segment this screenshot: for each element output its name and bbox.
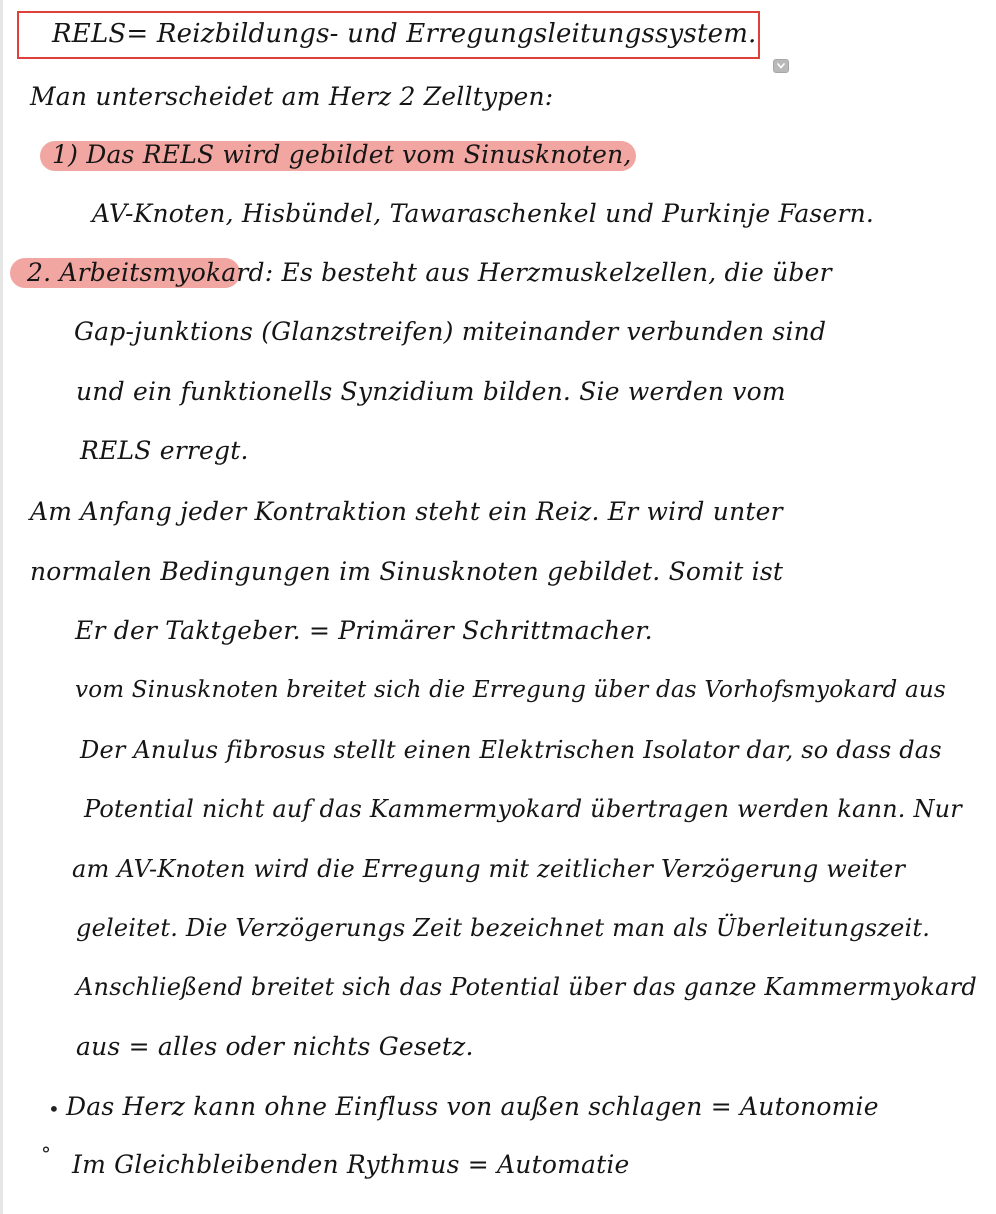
paragraph-line-7: am AV-Knoten wird die Erregung mit zeitlicher Verzögerung weiter	[72, 855, 906, 883]
paragraph-line-10: aus = alles oder nichts Gesetz.	[76, 1032, 474, 1061]
collapse-button[interactable]	[773, 59, 789, 73]
paragraph-line-6: Potential nicht auf das Kammermyokard übertragen werden kann. Nur	[84, 795, 962, 823]
paragraph-line-3: Er der Taktgeber. = Primärer Schrittmacher.	[75, 616, 653, 645]
paragraph-line-2: normalen Bedingungen im Sinusknoten gebildet. Somit ist	[30, 557, 784, 586]
bullet-dot-1: •	[48, 1097, 60, 1121]
paragraph-line-9: Anschließend breitet sich das Potential über das ganze Kammermyokard	[76, 973, 977, 1001]
item-2-line-4: RELS erregt.	[80, 436, 249, 465]
item-2-line-2: Gap-junktions (Glanzstreifen) miteinander verbunden sind	[74, 317, 827, 346]
item-2-line-1: 2. Arbeitsmyokard: Es besteht aus Herzmuskelzellen, die über	[27, 258, 832, 287]
paragraph-line-8: geleitet. Die Verzögerungs Zeit bezeichnet man als Überleitungszeit.	[76, 914, 931, 942]
paragraph-line-4: vom Sinusknoten breitet sich die Erregung über das Vorhofsmyokard aus	[75, 677, 946, 703]
bullet-dot-2: °	[41, 1142, 51, 1166]
item-1-line-1: 1) Das RELS wird gebildet vom Sinusknoten,	[52, 140, 632, 169]
page-left-edge	[0, 0, 3, 1214]
note-title: RELS= Reizbildungs- und Erregungsleitungssystem.	[52, 19, 757, 49]
bullet-item-2: Im Gleichbleibenden Rythmus = Automatie	[72, 1150, 630, 1179]
bullet-item-1: Das Herz kann ohne Einfluss von außen schlagen = Autonomie	[66, 1092, 879, 1121]
chevron-down-icon	[777, 63, 785, 69]
paragraph-line-1: Am Anfang jeder Kontraktion steht ein Reiz. Er wird unter	[30, 497, 783, 526]
item-2-line-3: und ein funktionells Synzidium bilden. Sie werden vom	[76, 377, 786, 406]
intro-line: Man unterscheidet am Herz 2 Zelltypen:	[30, 82, 554, 111]
paragraph-line-5: Der Anulus fibrosus stellt einen Elektrischen Isolator dar, so dass das	[80, 736, 942, 764]
item-1-line-2: AV-Knoten, Hisbündel, Tawaraschenkel und Purkinje Fasern.	[92, 199, 875, 228]
